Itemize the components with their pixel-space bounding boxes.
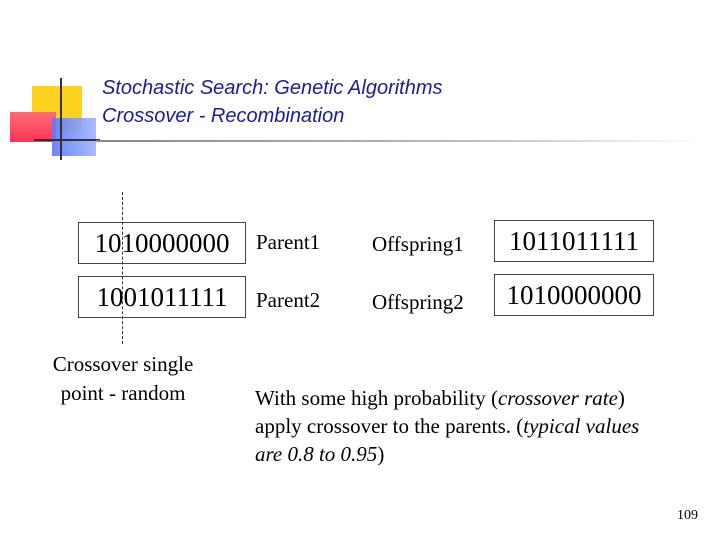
parent1-bitstring: 1010000000: [78, 222, 246, 264]
logo-horizontal-line: [34, 139, 100, 141]
title-line-2: Crossover - Recombination: [102, 105, 345, 127]
crossover-point-line: [122, 192, 123, 344]
parent2-label: Parent2: [256, 288, 321, 312]
crossover-note: Crossover single point - random: [52, 352, 194, 405]
logo-vertical-line: [60, 78, 62, 160]
crossover-explanation: [255, 384, 655, 468]
title-line-1: Stochastic Search: Genetic Algorithms: [102, 77, 443, 99]
explanation-emphasis-rate: crossover rate: [497, 386, 618, 410]
logo-red-square: [10, 112, 56, 142]
title-underline: [96, 140, 706, 142]
offspring2-bitstring: 1010000000: [494, 274, 654, 316]
slide-title: [102, 74, 443, 130]
explanation-text-2: ) apply crossover to the parents. (: [255, 386, 625, 438]
explanation-text-1: With some high probability (: [255, 386, 498, 410]
offspring1-label: Offspring1: [372, 232, 464, 256]
logo-blue-square: [52, 118, 96, 156]
offspring2-label: Offspring2: [372, 290, 464, 314]
offspring1-bitstring: 1011011111: [494, 220, 654, 262]
parent1-label: Parent1: [256, 230, 321, 254]
page-number: 109: [677, 508, 698, 523]
explanation-emphasis-values: typical values are 0.8 to 0.95: [255, 414, 640, 466]
corner-logo-graphic: [0, 0, 100, 170]
explanation-text-3: ): [377, 442, 385, 466]
parent2-bitstring: 1001011111: [78, 276, 246, 318]
